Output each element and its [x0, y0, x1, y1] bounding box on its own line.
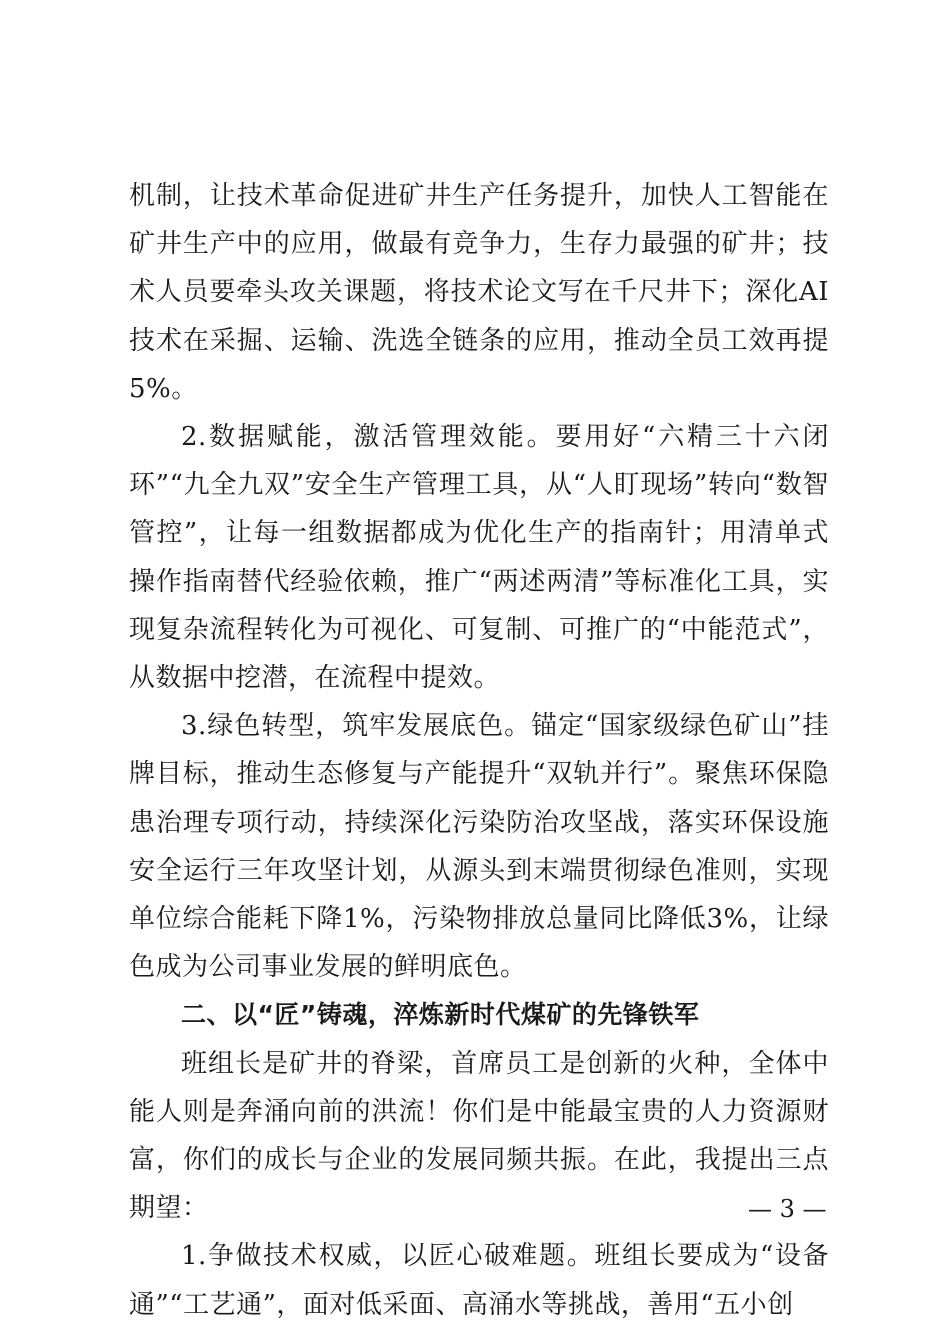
page-number: — 3 — [748, 1195, 827, 1223]
paragraph-continuation: 机制，让技术革命促进矿井生产任务提升，加快人工智能在矿井生产中的应用，做最有竞争力，生存力最强的矿井；技术人员要牵头攻关课题，将技术论文写在千尺井下；深化AI技术在采掘、运输、洗选全链条的应用，推动全员工效再提5%。 [129, 181, 829, 404]
paragraph-technical-authority: 1.争做技术权威，以匠心破难题。班组长要成为“设备通”“工艺通”，面对低采面、高涌水等挑战，善用“五小创 [129, 1241, 829, 1320]
paragraph-data-empowerment: 2.数据赋能，激活管理效能。要用好“六精三十六闭环”“九全九双”安全生产管理工具，从“人盯现场”转向“数智管控”，让每一组数据都成为优化生产的指南针；用清单式操作指南替代经验依赖，推广“两述两清”等标准化工具，实现复杂流程转化为可视化、可复制、可推广的“中能范式”，从数据中挖潜，在流程中提效。 [129, 422, 829, 694]
paragraph-green-transformation: 3.绿色转型，筑牢发展底色。锚定“国家级绿色矿山”挂牌目标，推动生态修复与产能提升“双轨并行”。聚焦环保隐患治理专项行动，持续深化污染防治攻坚战，落实环保设施安全运行三年攻坚计划，从源头到末端贯彻绿色准则，实现单位综合能耗下降1%，污染物排放总量同比降低3%，让绿色成为公司事业发展的鲜明底色。 [129, 711, 829, 983]
section-heading: 二、以“匠”铸魂，淬炼新时代煤矿的先锋铁军 [181, 1000, 700, 1030]
paragraph-team-leaders: 班组长是矿井的脊梁，首席员工是创新的火种，全体中能人则是奔涌向前的洪流！你们是中能最宝贵的人力资源财富，你们的成长与企业的发展同频共振。在此，我提出三点期望： [129, 1048, 829, 1224]
body-text [129, 172, 829, 1329]
